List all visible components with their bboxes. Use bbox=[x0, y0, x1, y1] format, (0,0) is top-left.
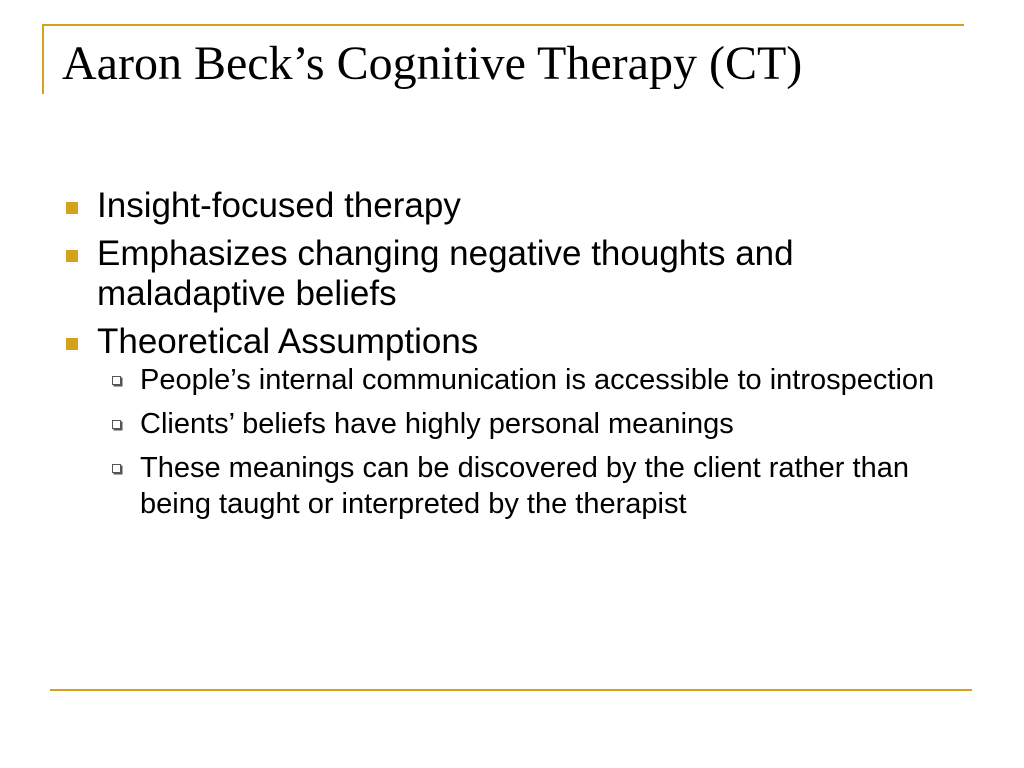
left-rule bbox=[42, 24, 44, 94]
hollow-square-bullet-icon bbox=[112, 464, 121, 473]
bullet-item bbox=[62, 186, 962, 226]
sub-bullet-item bbox=[97, 450, 962, 522]
square-bullet-icon bbox=[66, 250, 78, 262]
sub-bullet-list bbox=[97, 362, 962, 522]
sub-bullet-item bbox=[97, 406, 962, 442]
bottom-rule bbox=[50, 689, 972, 691]
slide-title: Aaron Beck’s Cognitive Therapy (CT) bbox=[62, 37, 803, 90]
slide-content bbox=[62, 186, 962, 530]
bullet-text: Insight-focused therapy bbox=[97, 186, 461, 225]
sub-bullet-item bbox=[97, 362, 962, 398]
bullet-text: Theoretical Assumptions bbox=[97, 322, 479, 361]
sub-bullet-text: Clients’ beliefs have highly personal meanings bbox=[140, 408, 734, 440]
bullet-item bbox=[62, 322, 962, 522]
sub-bullet-text: People’s internal communication is accessible to introspection bbox=[140, 364, 935, 396]
square-bullet-icon bbox=[66, 202, 78, 214]
hollow-square-bullet-icon bbox=[112, 376, 121, 385]
top-rule bbox=[42, 24, 964, 26]
bullet-list bbox=[62, 186, 962, 522]
bullet-text: Emphasizes changing negative thoughts and maladaptive beliefs bbox=[97, 234, 794, 313]
bullet-item bbox=[62, 234, 962, 314]
sub-bullet-text: These meanings can be discovered by the client rather than being taught or interpreted by the therapist bbox=[140, 452, 909, 520]
square-bullet-icon bbox=[66, 338, 78, 350]
hollow-square-bullet-icon bbox=[112, 420, 121, 429]
